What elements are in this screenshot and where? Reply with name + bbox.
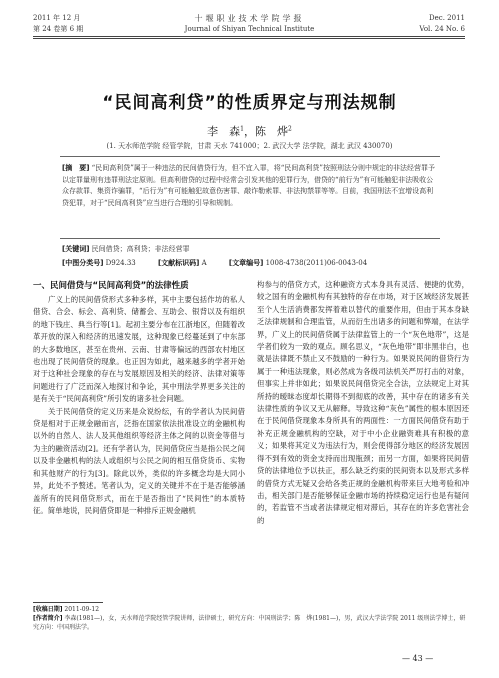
body-column-left bbox=[33, 279, 245, 517]
keywords bbox=[62, 244, 438, 254]
abstract-text: “民间高利贷”属于一种违法的民间借贷行为，但不宜入罪，将“民间高利贷”按照刑法分则中规定的非法经营罪予以定罪量刑有违罪刑法定原则。但高利借贷的过程中经常会引发其他的犯罪行为，借贷的“前行为”有可能触犯非法吸收公众存款罪、集资诈骗罪，“后行为”有可能触犯故意伤害罪、敲诈勒索罪、非法拘禁罪等等。目前，我国刑法不宜增设高利贷犯罪，对于“民间高利贷”应当进行合理的引导和规制。 bbox=[62, 164, 435, 207]
article-title: “民间高利贷”的性质界定与刑法规制 bbox=[102, 93, 397, 113]
body-paragraph: 广义上的民间借贷形式多种多样，其中主要包括作坊的私人借贷、合会、标会、高利贷、储蓄会、互助会、银背以及有组织的地下钱庄、典当行等[1]。起初主要分布在江浙地区，但随着改革开放的深入和经济的迅速发展，这种现象已经蔓延到了中东部的大多数地区，甚至在贵州、云南、甘肃等偏远的西部农村地区也出现了民间借贷的现象。也正因为如此，越来越多的学者开始对于这种社会现象的存在与发展原因及相关的经济、法律对策等问题进行了广泛而深入地探讨和争论，其中刑法学界更多关注的是有关于“民间高利贷”所引发的诸多社会问题。 bbox=[33, 295, 245, 404]
clc-label: [中图分类号] bbox=[62, 259, 104, 267]
keywords-text: 民间借贷；高利贷；非法经营罪 bbox=[91, 245, 190, 253]
keywords-label: [关键词] bbox=[62, 245, 90, 253]
received-date bbox=[33, 605, 469, 614]
author-name: 李 森 bbox=[207, 125, 241, 138]
header-date: 2011 年 12 月 bbox=[33, 14, 81, 22]
author-bio-label: [作者简介] bbox=[33, 615, 63, 622]
affiliation: (1. 天水师范学院 经管学院，甘肃 天水 741000；2. 武汉大学 法学院，湖北 武汉 430070) bbox=[106, 142, 393, 150]
author-name: 陈 烨 bbox=[255, 125, 288, 138]
abstract-label: [摘 要] bbox=[62, 164, 90, 172]
author-line bbox=[0, 123, 499, 139]
footnote bbox=[33, 605, 469, 632]
classification-line bbox=[62, 258, 438, 268]
footnote-rule bbox=[33, 602, 103, 603]
doc-code-value: A bbox=[201, 259, 207, 267]
header-right bbox=[419, 13, 465, 35]
body-column-right bbox=[257, 279, 469, 527]
journal-name-en: Journal of Shiyan Technical Institute bbox=[184, 25, 315, 33]
author-separator: ， bbox=[244, 125, 255, 138]
author-bio bbox=[33, 614, 469, 632]
author-affil-mark: 2 bbox=[288, 125, 292, 133]
header-volume-en: Vol. 24 No. 6 bbox=[419, 25, 465, 33]
abstract bbox=[62, 163, 438, 209]
received-label: [收稿日期] bbox=[33, 606, 63, 613]
received-value: 2011-09-12 bbox=[64, 606, 100, 613]
abstract-rule-bottom bbox=[60, 238, 440, 239]
abstract-rule-top bbox=[60, 156, 440, 157]
article-number-label: [文章编号] bbox=[228, 259, 264, 267]
doc-code-label: [文献标识码] bbox=[157, 259, 200, 267]
header-volume: 第 24 卷第 6 期 bbox=[33, 25, 84, 33]
header-rule-bottom bbox=[33, 38, 465, 39]
header-rule-top bbox=[33, 36, 465, 37]
header-date-en: Dec. 2011 bbox=[429, 14, 465, 22]
author-affil-mark: 1 bbox=[240, 125, 244, 133]
author-bio-text: 李森(1981—)，女，天水师范学院经管学院讲师，法律硕士，研究方向：中国刑法学；陈 烨(1981—)，男，武汉大学法学院 2011 级刑法学博士，研究方向：中国刑法学。 bbox=[33, 615, 466, 631]
body-paragraph: 构参与的借贷方式，这种融资方式本身具有灵活、便捷的优势，较之国有的金融机构有其独特的存在市场，对于区域经济发展甚至个人生活消费都发挥着难以替代的重要作用，但由于其本身缺乏法律规制和合理监管，从而衍生出诸多的问题和弊端，在法学界，广义上的民间借贷属于法律监管上的一个“灰色地带”，这是学者们较为一致的观点。顾名思义，“灰色地带”即非黑非白，也就是法律既不禁止又不鼓励的一种行为。如果说民间的借贷行为属于一种违法现象，则必然成为各级司法机关严厉打击的对象，但事实上并非如此；如果说民间借贷完全合法，立法规定上对其所持的暧昧态度却长期得不到彻底的改善，其中存在的诸多有关法律性质的争议又无从解释。导致这种“灰色”属性的根本原因还在于民间借贷现象本身所具有的两面性：一方面民间借贷有助于补充正规金融机构的空缺，对于中小企业融资难具有积极的意义；如果将其定义为违法行为，则会使得部分地区的经济发展因得不到有效的资金支持而出现瓶颈；而另一方面，如果将民间借贷的法律地位予以扶正，那么缺乏约束的民间资本以及形式多样的借贷方式无疑又会给各类正规的金融机构带来巨大地考验和冲击，相关部门是否能够保证金融市场的持续稳定运行也是有疑问的，若监管不当或者法律规定相对滞后，其存在的许多危害社会的 bbox=[257, 280, 469, 525]
section-heading: 一、民间借贷与“民间高利贷”的法律性质 bbox=[33, 281, 189, 291]
journal-name-cn: 十堰职业技术学院学报 bbox=[194, 14, 305, 23]
clc-value: D924.33 bbox=[105, 259, 136, 267]
article-number-value: 1008-4738(2011)06-0043-04 bbox=[265, 259, 368, 267]
body-paragraph: 关于民间借贷的定义历来是众说纷纭，有的学者认为民间借贷是相对于正规金融而言，泛指在国家依法批准设立的金融机构以外的自然人、法人及其他组织等经济主体之间的以资金等借与为主的融资活动[2]。还有学者认为，民间借贷应当是指公民之间以及非金融机构的法人或组织与公民之间的相互借贷货币、实物和其他财产的行为[3]。除此以外，类似的许多概念均是大同小异，此处不予赘述。笔者认为，定义的关键并不在于是否能够涵盖所有的民间借贷形式，而在于是否指出了“民间性”的本质特征。简单地说，民间借贷即是一种排斥正规金融机 bbox=[33, 406, 245, 515]
page-number: — 43 — bbox=[402, 654, 434, 663]
